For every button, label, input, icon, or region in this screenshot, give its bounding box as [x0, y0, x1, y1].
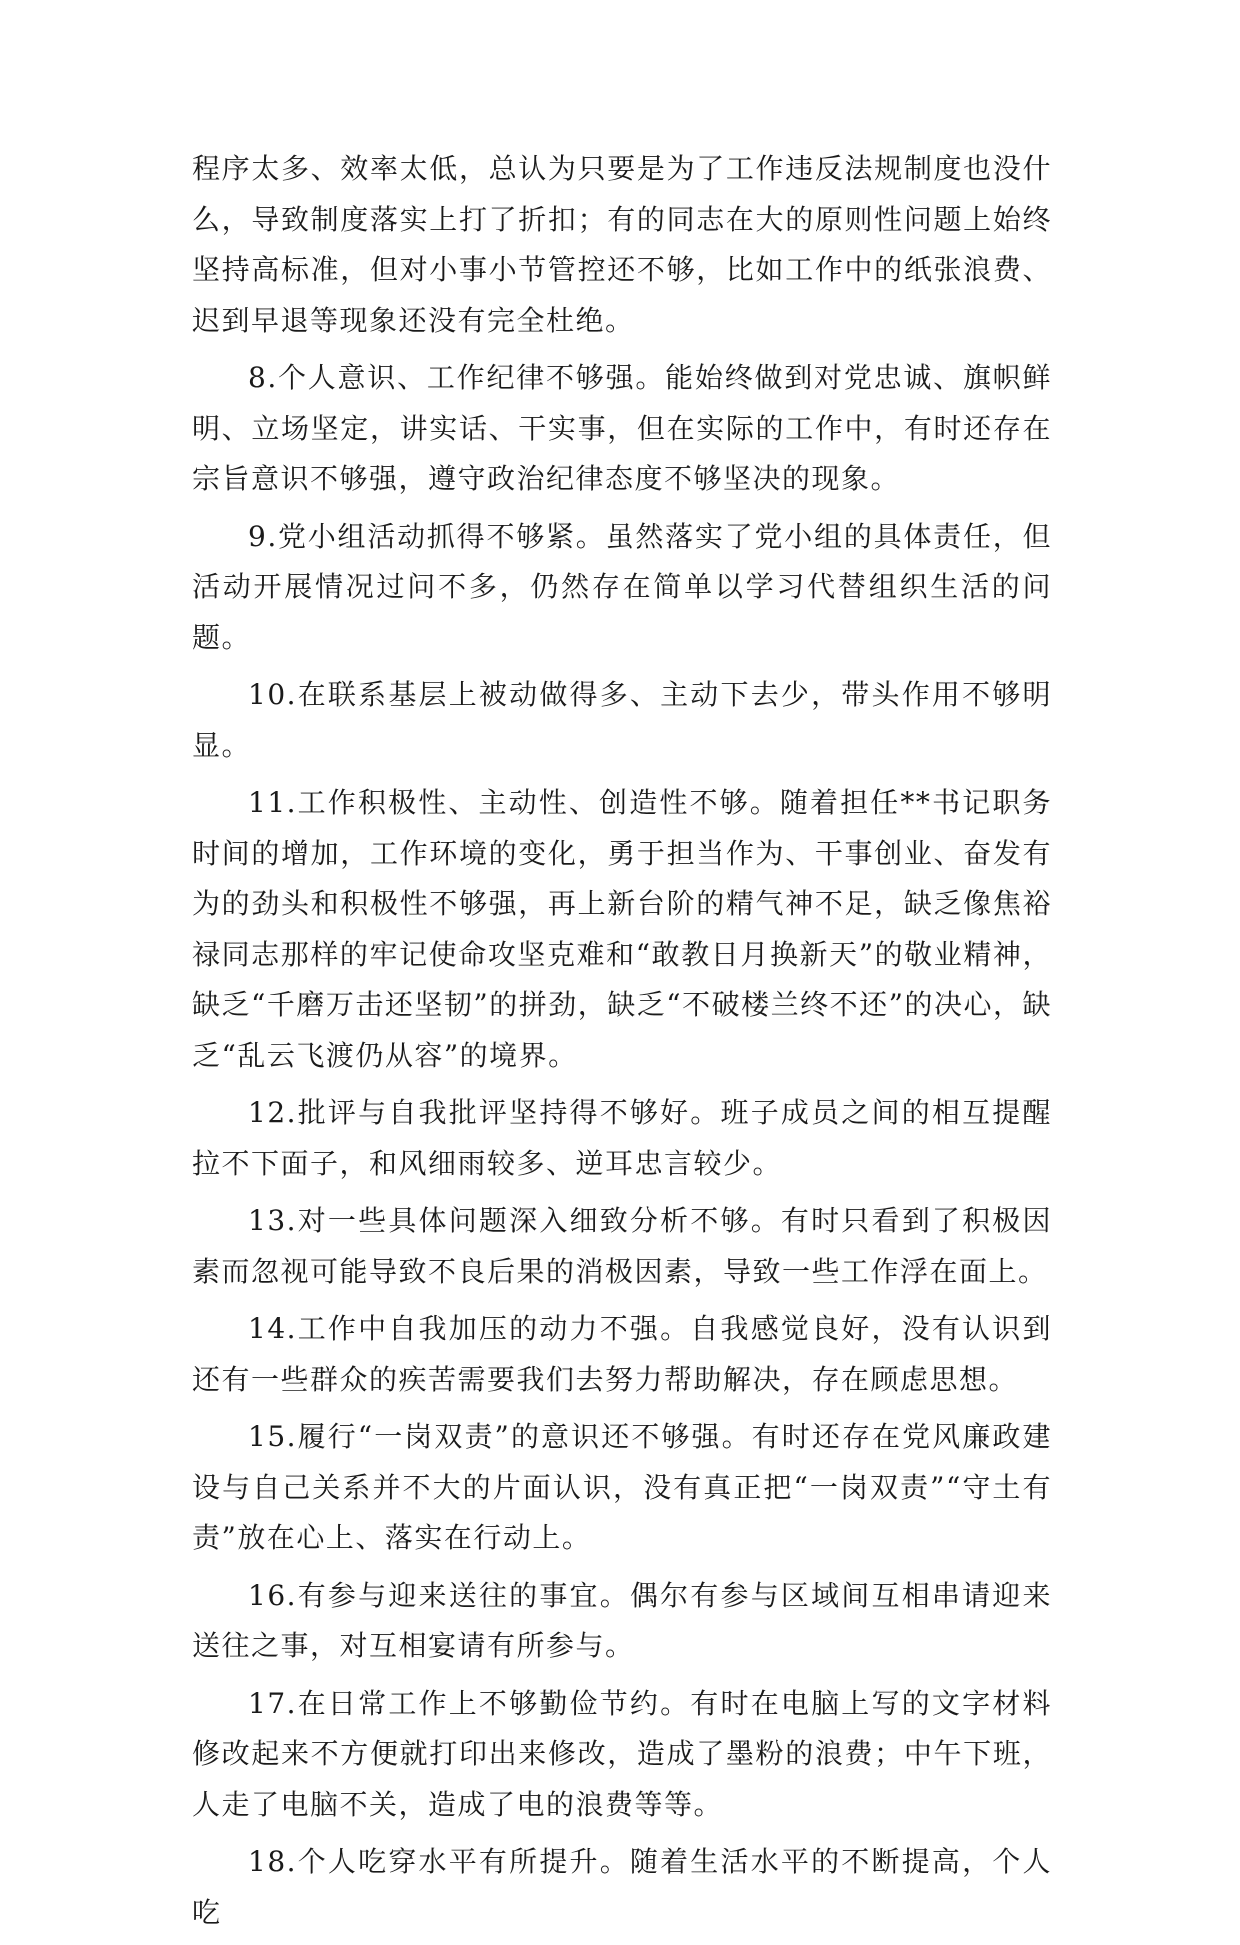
paragraph-item-15: 15.履行“一岗双责”的意识还不够强。有时还存在党风廉政建设与自己关系并不大的片面认识，没有真正把“一岗双责”“守土有责”放在心上、落实在行动上。 — [192, 1420, 1052, 1554]
paragraph-item-14: 14.工作中自我加压的动力不强。自我感觉良好，没有认识到还有一些群众的疾苦需要我们去努力帮助解决，存在顾虑思想。 — [192, 1312, 1052, 1396]
paragraph-item-13: 13.对一些具体问题深入细致分析不够。有时只看到了积极因素而忽视可能导致不良后果的消极因素，导致一些工作浮在面上。 — [192, 1204, 1052, 1288]
paragraph-item-11: 11.工作积极性、主动性、创造性不够。随着担任**书记职务时间的增加，工作环境的变化，勇于担当作为、干事创业、奋发有为的劲头和积极性不够强，再上新台阶的精气神不足，缺乏像焦裕禄同志那样的牢记使命攻坚克难和“敢教日月换新天”的敬业精神，缺乏“千磨万击还坚韧”的拼劲，缺乏“不破楼兰终不还”的决心，缺乏“乱云飞渡仍从容”的境界。 — [192, 786, 1052, 1072]
paragraph-item-16: 16.有参与迎来送往的事宜。偶尔有参与区域间互相串请迎来送往之事，对互相宴请有所参与。 — [192, 1578, 1052, 1662]
document-body — [192, 144, 1052, 1945]
paragraph-item-8: 8.个人意识、工作纪律不够强。能始终做到对党忠诚、旗帜鲜明、立场坚定，讲实话、干实事，但在实际的工作中，有时还存在宗旨意识不够强，遵守政治纪律态度不够坚决的现象。 — [192, 361, 1052, 495]
paragraph-item-17: 17.在日常工作上不够勤俭节约。有时在电脑上写的文字材料修改起来不方便就打印出来修改，造成了墨粉的浪费；中午下班，人走了电脑不关，造成了电的浪费等等。 — [192, 1686, 1052, 1821]
paragraph: 程序太多、效率太低，总认为只要是为了工作违反法规制度也没什么，导致制度落实上打了折扣；有的同志在大的原则性问题上始终坚持高标准，但对小事小节管控还不够，比如工作中的纸张浪费、迟到早退等现象还没有完全杜绝。 — [192, 152, 1052, 337]
paragraph-item-12: 12.批评与自我批评坚持得不够好。班子成员之间的相互提醒拉不下面子，和风细雨较多、逆耳忠言较少。 — [192, 1096, 1052, 1180]
paragraph-item-18: 18.个人吃穿水平有所提升。随着生活水平的不断提高，个人吃 — [192, 1845, 1052, 1929]
paragraph-item-9: 9.党小组活动抓得不够紧。虽然落实了党小组的具体责任，但活动开展情况过问不多，仍然存在简单以学习代替组织生活的问题。 — [192, 519, 1052, 654]
paragraph-item-10: 10.在联系基层上被动做得多、主动下去少，带头作用不够明显。 — [192, 678, 1052, 762]
